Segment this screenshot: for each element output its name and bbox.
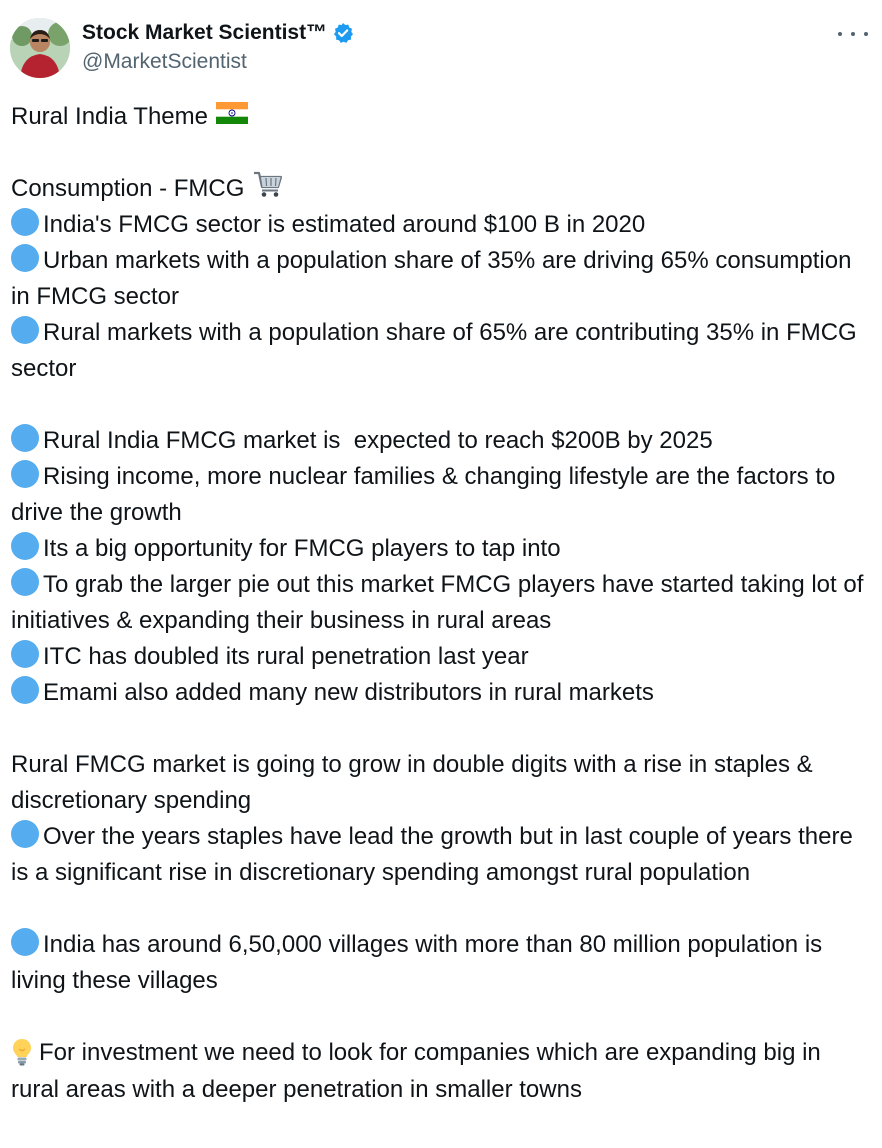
list-item: Rural India FMCG market is expected to reach $200B by 2025 xyxy=(11,423,868,459)
section1-heading-line xyxy=(11,171,868,207)
more-options-icon[interactable] xyxy=(838,24,868,44)
list-item: Emami also added many new distributors in rural markets xyxy=(11,675,868,711)
display-name[interactable]: Stock Market Scientist™ xyxy=(82,21,328,44)
list-item: ITC has doubled its rural penetration last year xyxy=(11,639,868,675)
list-item: Rising income, more nuclear families & changing lifestyle are the factors to drive the growth xyxy=(11,459,868,531)
section3-intro: Rural FMCG market is going to grow in double digits with a rise in staples & discretionary spending xyxy=(11,751,813,814)
blue-circle-icon xyxy=(11,640,39,668)
blue-circle-icon xyxy=(11,208,39,236)
conclusion: For investment we need to look for companies which are expanding big in rural areas with a deeper penetration in smaller towns xyxy=(11,1039,821,1103)
tweet-title: Rural India Theme xyxy=(11,103,208,130)
blue-circle-icon xyxy=(11,460,39,488)
blue-circle-icon xyxy=(11,424,39,452)
author-names xyxy=(82,18,354,80)
shopping-cart-icon xyxy=(252,170,284,209)
blue-circle-icon xyxy=(11,244,39,272)
verified-badge-icon[interactable] xyxy=(332,22,354,44)
blue-circle-icon xyxy=(11,316,39,344)
tweet-title-line xyxy=(11,99,868,135)
conclusion-line xyxy=(11,1035,868,1108)
blue-circle-icon xyxy=(11,928,39,956)
list-item: Its a big opportunity for FMCG players to tap into xyxy=(11,531,868,567)
india-flag-icon xyxy=(216,99,248,135)
blue-circle-icon xyxy=(11,568,39,596)
light-bulb-icon xyxy=(11,1036,33,1072)
list-item: India's FMCG sector is estimated around $100 B in 2020 xyxy=(11,207,868,243)
tweet-body xyxy=(11,99,868,1108)
handle[interactable]: @MarketScientist xyxy=(82,50,247,73)
list-item: Urban markets with a population share of 35% are driving 65% consumption in FMCG sector xyxy=(11,243,868,315)
avatar[interactable] xyxy=(10,18,70,78)
blue-circle-icon xyxy=(11,532,39,560)
name-row xyxy=(82,18,354,48)
tweet-header xyxy=(10,18,868,80)
section1-heading: Consumption - FMCG xyxy=(11,175,245,202)
list-item: Rural markets with a population share of 65% are contributing 35% in FMCG sector xyxy=(11,315,868,387)
list-item: India has around 6,50,000 villages with more than 80 million population is living these villages xyxy=(11,927,868,999)
list-item: Over the years staples have lead the growth but in last couple of years there is a significant rise in discretionary spending amongst rural population xyxy=(11,819,868,891)
blue-circle-icon xyxy=(11,820,39,848)
blue-circle-icon xyxy=(11,676,39,704)
list-item: To grab the larger pie out this market FMCG players have started taking lot of initiatives & expanding their business in rural areas xyxy=(11,567,868,639)
